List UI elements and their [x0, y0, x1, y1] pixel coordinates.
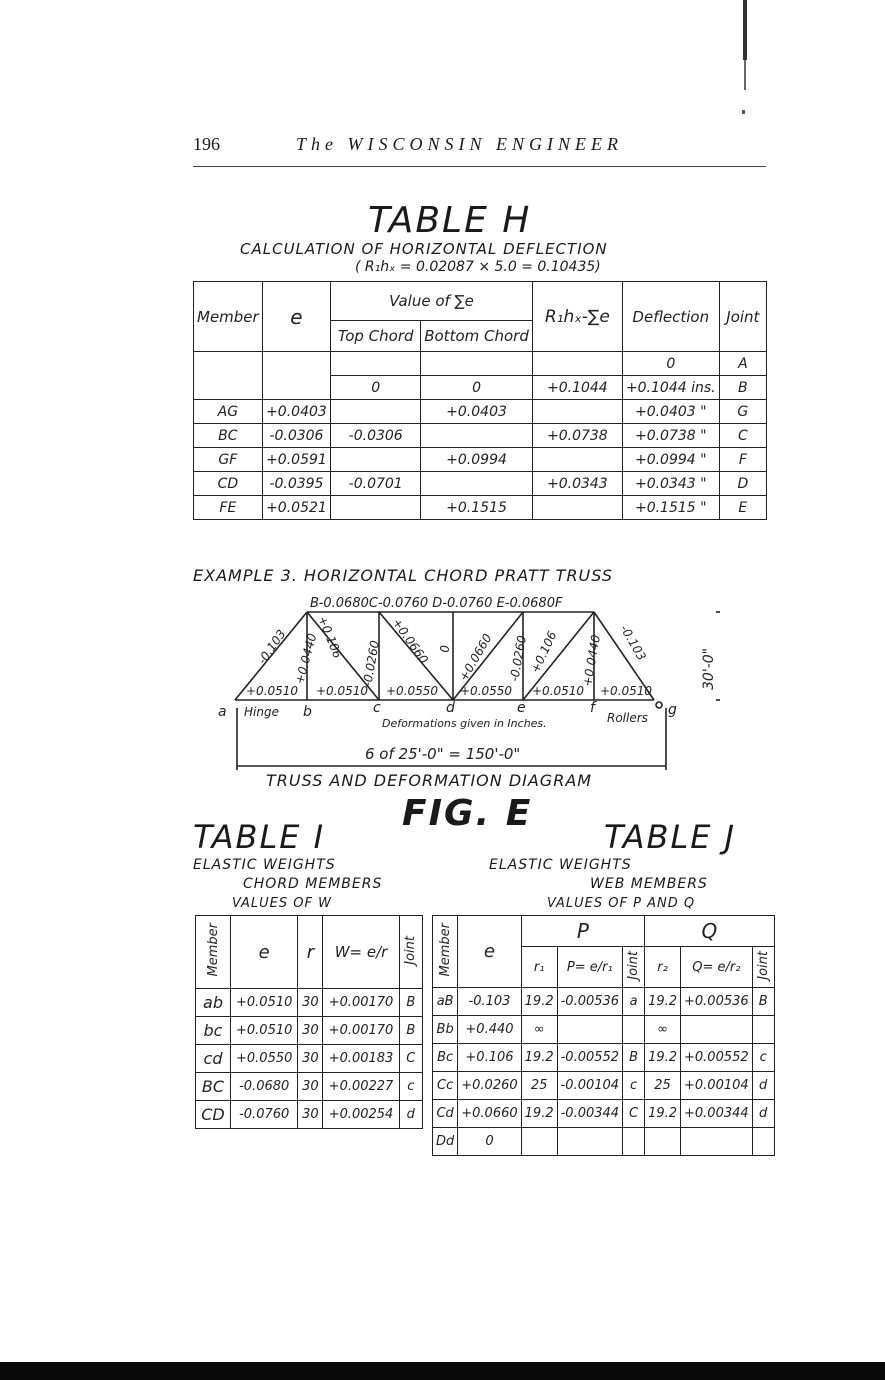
table-cell: [532, 448, 622, 472]
w-cell: +0.00170: [323, 989, 399, 1017]
e-cell: +0.0403: [262, 400, 330, 424]
e-cell: -0.0306: [262, 424, 330, 448]
w-cell: +0.00183: [323, 1045, 399, 1073]
table-cell: [194, 352, 263, 400]
rh-cell: +0.0738: [532, 424, 622, 448]
table-row: [196, 1101, 423, 1129]
r1-cell: [521, 1128, 557, 1156]
joint-cell: C: [623, 1100, 645, 1128]
r2-cell: 25: [645, 1072, 681, 1100]
col-member: [196, 916, 231, 989]
joint-cell: c: [752, 1044, 774, 1072]
col-rh: R₁hₓ-∑e: [532, 282, 622, 352]
diagonal-label: +0.106: [528, 629, 560, 676]
col-joint-label: Joint: [755, 950, 771, 980]
table-cell: [331, 400, 421, 424]
col-w: W= e/r: [323, 916, 399, 989]
r-cell: 30: [298, 989, 323, 1017]
joint-cell: F: [719, 448, 766, 472]
bottom-chord-label: +0.0550: [460, 684, 513, 698]
header-rule: [193, 166, 766, 167]
joint-label: c: [373, 700, 381, 716]
col-p-formula: P= e/r₁: [557, 947, 622, 988]
table-cell: [421, 424, 533, 448]
bottom-chord-cell: 0: [421, 376, 533, 400]
bottom-chord-label: +0.0510: [532, 684, 585, 698]
joint-label: f: [590, 700, 595, 716]
col-r: r: [298, 916, 323, 989]
e-cell: +0.0591: [262, 448, 330, 472]
col-member: Member: [194, 282, 263, 352]
table-i-line1: ELASTIC WEIGHTS: [193, 857, 336, 873]
r2-cell: [645, 1128, 681, 1156]
e-cell: -0.0760: [231, 1101, 298, 1129]
table-row: [433, 988, 775, 1016]
col-top-chord: Top Chord: [331, 321, 421, 352]
col-q: Q: [645, 916, 775, 947]
table-cell: [331, 448, 421, 472]
diagram-title: TRUSS AND DEFORMATION DIAGRAM: [266, 771, 593, 790]
table-cell: [421, 472, 533, 496]
p-cell: -0.00552: [557, 1044, 622, 1072]
bottom-chord-cell: +0.0994: [421, 448, 533, 472]
col-bottom-chord: Bottom Chord: [421, 321, 533, 352]
table-h: [193, 281, 767, 520]
member-cell: Bc: [433, 1044, 458, 1072]
diagonal-label: +0.0440: [580, 633, 603, 688]
table-row: [196, 1017, 423, 1045]
q-cell: [681, 1128, 753, 1156]
bottom-chord-label: +0.0510: [246, 684, 299, 698]
joint-label: b: [303, 704, 312, 720]
deflection-cell: +0.1044 ins.: [622, 376, 719, 400]
member-cell: BC: [194, 424, 263, 448]
joint-cell: D: [719, 472, 766, 496]
e-cell: +0.0510: [231, 989, 298, 1017]
col-r1: r₁: [521, 947, 557, 988]
col-joint: [399, 916, 422, 989]
joint-cell: E: [719, 496, 766, 520]
joint-cell: B: [719, 376, 766, 400]
col-member-label: Member: [205, 923, 221, 977]
deflection-cell: 0: [622, 352, 719, 376]
joint-cell: A: [719, 352, 766, 376]
col-deflection: Deflection: [622, 282, 719, 352]
col-joint-p: [623, 947, 645, 988]
e-cell: -0.0395: [262, 472, 330, 496]
col-joint-label: Joint: [626, 950, 642, 980]
e-cell: +0.0510: [231, 1017, 298, 1045]
table-h-title: TABLE H: [368, 200, 532, 241]
table-cell: [331, 352, 421, 376]
table-i: [195, 915, 423, 1129]
p-cell: [557, 1016, 622, 1044]
table-row: [433, 1044, 775, 1072]
joint-cell: d: [752, 1072, 774, 1100]
table-j-line1: ELASTIC WEIGHTS: [489, 857, 632, 873]
diagonal-label: -0.0260: [507, 634, 529, 683]
col-e: e: [458, 916, 521, 988]
e-cell: -0.103: [458, 988, 521, 1016]
table-row: [433, 1072, 775, 1100]
member-cell: Cd: [433, 1100, 458, 1128]
joint-cell: a: [623, 988, 645, 1016]
e-cell: 0: [458, 1128, 521, 1156]
rh-cell: +0.1044: [532, 376, 622, 400]
r2-cell: 19.2: [645, 1044, 681, 1072]
page-number: 196: [193, 134, 220, 154]
r-cell: 30: [298, 1101, 323, 1129]
truss-diagram: [180, 590, 720, 780]
bottom-chord-cell: +0.1515: [421, 496, 533, 520]
r-cell: 30: [298, 1045, 323, 1073]
member-cell: aB: [433, 988, 458, 1016]
joint-cell: [752, 1128, 774, 1156]
r2-cell: 19.2: [645, 988, 681, 1016]
p-cell: -0.00104: [557, 1072, 622, 1100]
p-cell: [557, 1128, 622, 1156]
table-j-title: TABLE J: [604, 818, 737, 856]
joint-cell: C: [399, 1045, 422, 1073]
col-value-of: Value of ∑e: [331, 282, 533, 321]
joint-cell: [623, 1016, 645, 1044]
col-joint-label: Joint: [403, 935, 419, 965]
example-caption: EXAMPLE 3. HORIZONTAL CHORD PRATT TRUSS: [193, 566, 614, 585]
table-cell: [331, 496, 421, 520]
table-j-line2: WEB MEMBERS: [590, 876, 708, 892]
joint-cell: d: [399, 1101, 422, 1129]
table-row: [196, 1073, 423, 1101]
table-h-formula: ( R₁hₓ = 0.02087 × 5.0 = 0.10435): [355, 259, 601, 275]
col-p: P: [521, 916, 644, 947]
top-chord-cell: -0.0306: [331, 424, 421, 448]
col-member-label: Member: [437, 922, 453, 977]
span-dimension: 6 of 25'-0" = 150'-0": [365, 745, 521, 763]
q-cell: [681, 1016, 753, 1044]
w-cell: +0.00254: [323, 1101, 399, 1129]
q-cell: +0.00104: [681, 1072, 753, 1100]
joint-label: d: [446, 700, 455, 716]
e-cell: +0.0660: [458, 1100, 521, 1128]
table-row: [433, 1128, 775, 1156]
member-cell: bc: [196, 1017, 231, 1045]
diagonal-label: 0: [437, 645, 451, 653]
bottom-chord-cell: +0.0403: [421, 400, 533, 424]
p-cell: -0.00536: [557, 988, 622, 1016]
joint-cell: d: [752, 1100, 774, 1128]
q-cell: +0.00344: [681, 1100, 753, 1128]
r-cell: 30: [298, 1073, 323, 1101]
table-row: [433, 1100, 775, 1128]
figure-label: FIG. E: [402, 793, 533, 834]
r1-cell: 25: [521, 1072, 557, 1100]
q-cell: +0.00536: [681, 988, 753, 1016]
diagonal-label: -0.103: [617, 622, 649, 664]
diagonal-label: -0.0260: [360, 639, 382, 688]
member-cell: BC: [196, 1073, 231, 1101]
member-cell: CD: [194, 472, 263, 496]
joint-cell: B: [399, 1017, 422, 1045]
e-cell: +0.0260: [458, 1072, 521, 1100]
scan-border: [0, 1362, 885, 1380]
diagonal-label: +0.106: [315, 613, 345, 661]
joint-cell: c: [399, 1073, 422, 1101]
w-cell: +0.00227: [323, 1073, 399, 1101]
table-row: [196, 1045, 423, 1073]
table-h-subtitle: CALCULATION OF HORIZONTAL DEFLECTION: [240, 240, 608, 258]
joint-cell: [623, 1128, 645, 1156]
table-cell: [532, 352, 622, 376]
joint-cell: C: [719, 424, 766, 448]
joint-label: g: [668, 702, 677, 718]
col-joint: Joint: [719, 282, 766, 352]
diagonal-label: +0.0440: [292, 631, 320, 686]
col-member: [433, 916, 458, 988]
table-cell: [532, 400, 622, 424]
e-cell: -0.0680: [231, 1073, 298, 1101]
member-cell: Dd: [433, 1128, 458, 1156]
scan-artifact: [738, 0, 752, 130]
joint-cell: B: [399, 989, 422, 1017]
r2-cell: 19.2: [645, 1100, 681, 1128]
e-cell: +0.0521: [262, 496, 330, 520]
deformations-note: Deformations given in Inches.: [382, 717, 547, 730]
col-r2: r₂: [645, 947, 681, 988]
member-cell: GF: [194, 448, 263, 472]
deflection-cell: +0.0994 ": [622, 448, 719, 472]
r2-cell: ∞: [645, 1016, 681, 1044]
joint-cell: G: [719, 400, 766, 424]
diagonal-label: +0.0660: [389, 615, 431, 667]
member-cell: Cc: [433, 1072, 458, 1100]
top-chord-labels: B-0.0680C-0.0760 D-0.0760 E-0.0680F: [310, 596, 563, 611]
deflection-cell: +0.0403 ": [622, 400, 719, 424]
member-cell: FE: [194, 496, 263, 520]
joint-cell: B: [623, 1044, 645, 1072]
r1-cell: ∞: [521, 1016, 557, 1044]
table-row: [433, 1016, 775, 1044]
e-cell: +0.0550: [231, 1045, 298, 1073]
table-i-line3: VALUES OF W: [232, 896, 332, 911]
hinge-label: Hinge: [244, 705, 279, 719]
table-j-line3: VALUES OF P AND Q: [547, 896, 696, 911]
joint-label: e: [517, 700, 526, 716]
r-cell: 30: [298, 1017, 323, 1045]
member-cell: CD: [196, 1101, 231, 1129]
top-chord-cell: -0.0701: [331, 472, 421, 496]
r1-cell: 19.2: [521, 1100, 557, 1128]
member-cell: AG: [194, 400, 263, 424]
table-i-line2: CHORD MEMBERS: [243, 876, 383, 892]
table-cell: [262, 352, 330, 400]
p-cell: -0.00344: [557, 1100, 622, 1128]
w-cell: +0.00170: [323, 1017, 399, 1045]
joint-label: a: [218, 704, 227, 720]
journal-title: The WISCONSIN ENGINEER: [296, 134, 623, 154]
bottom-chord-label: +0.0510: [600, 684, 653, 698]
col-q-formula: Q= e/r₂: [681, 947, 753, 988]
rollers-label: Rollers: [607, 711, 648, 725]
r1-cell: 19.2: [521, 1044, 557, 1072]
top-chord-cell: 0: [331, 376, 421, 400]
table-cell: [532, 496, 622, 520]
col-e: e: [231, 916, 298, 989]
r1-cell: 19.2: [521, 988, 557, 1016]
joint-cell: [752, 1016, 774, 1044]
member-cell: ab: [196, 989, 231, 1017]
e-cell: +0.440: [458, 1016, 521, 1044]
rh-cell: +0.0343: [532, 472, 622, 496]
diagonal-label: +0.0660: [456, 631, 495, 684]
col-e: e: [262, 282, 330, 352]
table-j: [432, 915, 775, 1156]
table-cell: [421, 352, 533, 376]
bottom-chord-label: +0.0550: [386, 684, 439, 698]
bottom-chord-label: +0.0510: [316, 684, 369, 698]
e-cell: +0.106: [458, 1044, 521, 1072]
q-cell: +0.00552: [681, 1044, 753, 1072]
joint-cell: B: [752, 988, 774, 1016]
diagonal-label: -0.103: [254, 626, 289, 667]
deflection-cell: +0.1515 ": [622, 496, 719, 520]
table-row: [196, 989, 423, 1017]
deflection-cell: +0.0738 ": [622, 424, 719, 448]
height-dimension: 30'-0": [701, 647, 717, 690]
member-cell: cd: [196, 1045, 231, 1073]
deflection-cell: +0.0343 ": [622, 472, 719, 496]
member-cell: Bb: [433, 1016, 458, 1044]
joint-cell: c: [623, 1072, 645, 1100]
col-joint-q: [752, 947, 774, 988]
table-i-title: TABLE I: [193, 818, 326, 856]
